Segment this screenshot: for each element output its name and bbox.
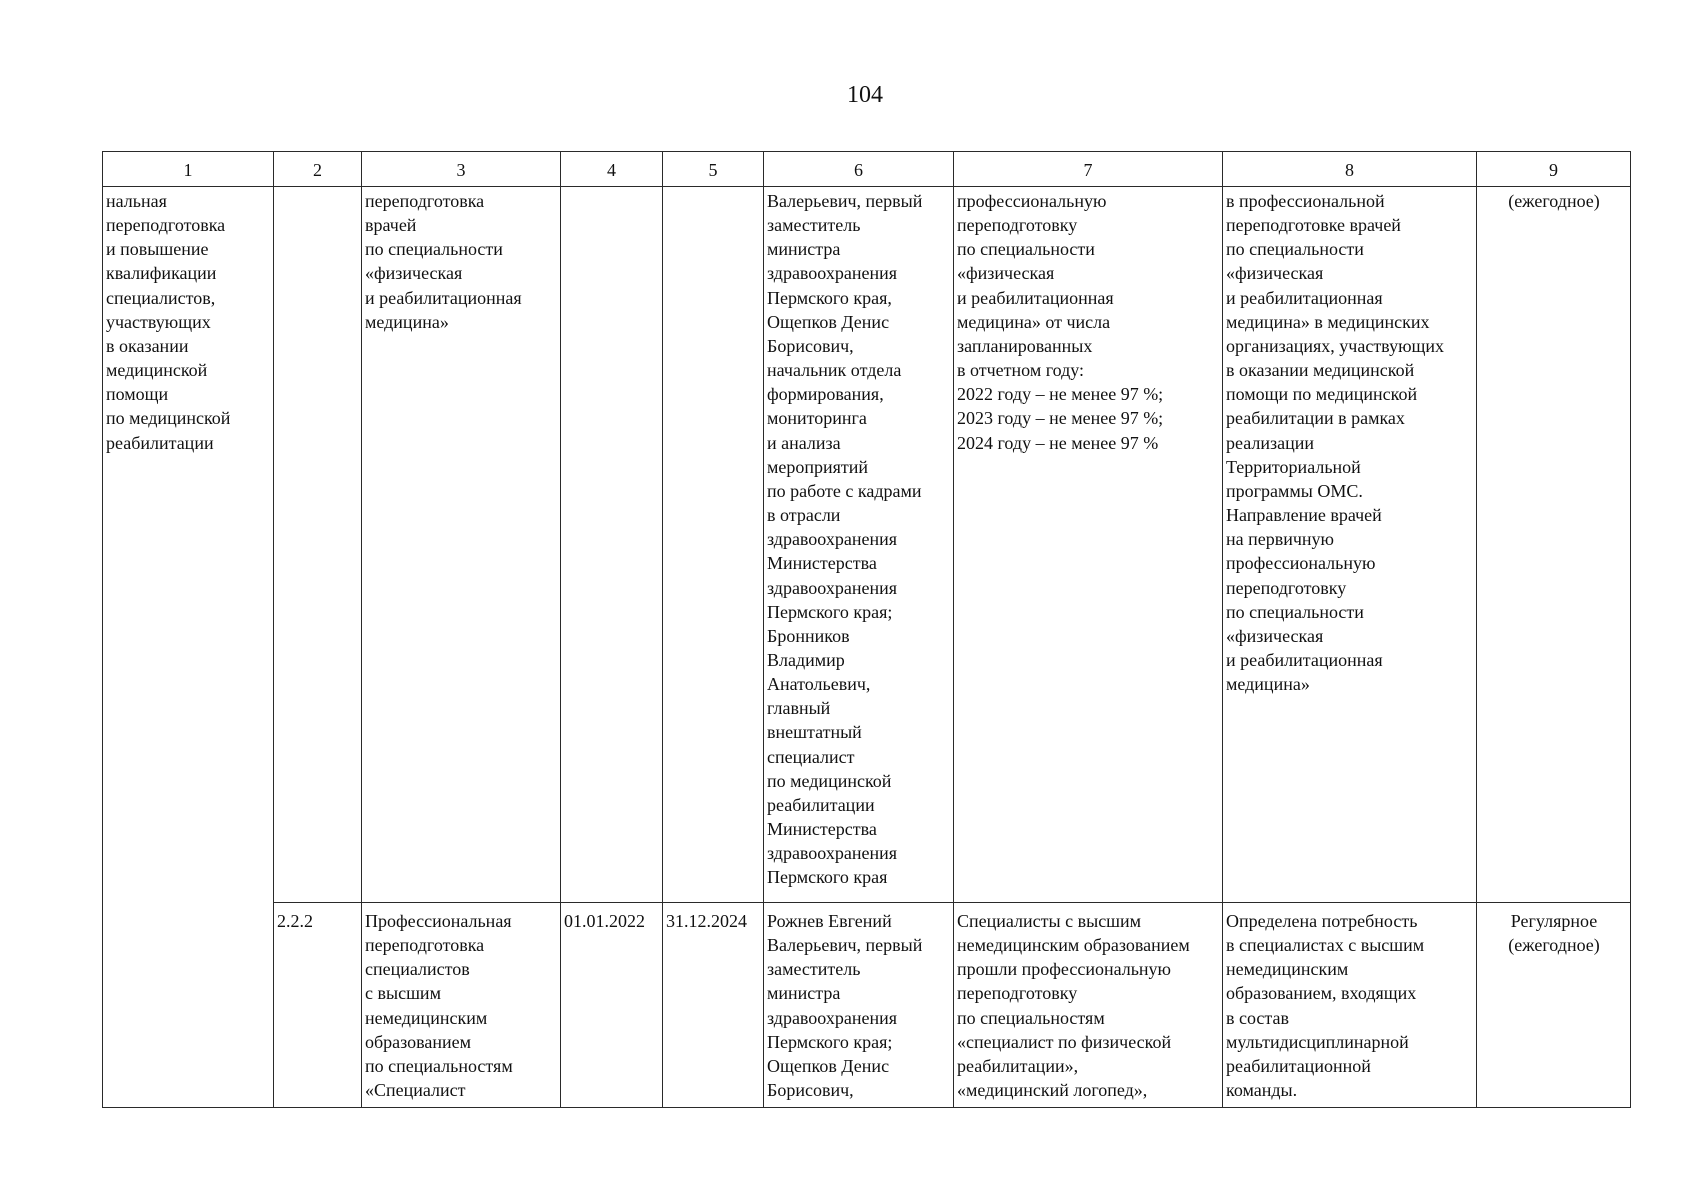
cell-line: в отчетном году:	[957, 360, 1085, 381]
cell-line: «физическая	[1226, 625, 1324, 646]
cell-line: начальник отдела	[767, 360, 902, 381]
header-col-1: 1	[103, 152, 274, 187]
cell-line: в состав	[1226, 1007, 1289, 1028]
cell-line: организациях, участвующих	[1226, 335, 1445, 356]
cell-line: по специальности	[1226, 239, 1364, 260]
cell-line: реализации	[1226, 432, 1314, 453]
header-col-6: 6	[764, 152, 954, 187]
cell-line: реабилитации в рамках	[1226, 408, 1405, 429]
header-col-4: 4	[561, 152, 663, 187]
header-col-8: 8	[1223, 152, 1477, 187]
cell-text	[1226, 909, 1474, 1102]
cell-periodicity	[1477, 187, 1631, 903]
cell-line: «физическая	[365, 263, 463, 284]
cell-line: по специальности	[957, 239, 1095, 260]
cell-line: 31.12.2024	[666, 911, 747, 931]
cell-line: немедицинским образованием	[957, 935, 1190, 956]
cell-line: Ощепков Денис	[767, 1055, 890, 1076]
cell-responsible	[764, 903, 954, 1108]
cell-line: образованием	[365, 1031, 472, 1052]
cell-line: Борисович,	[767, 335, 854, 356]
header-col-7: 7	[954, 152, 1223, 187]
cell-line: нальная	[106, 191, 167, 211]
cell-line: «специалист по физической	[957, 1031, 1172, 1052]
cell-line: здравоохранения	[767, 843, 898, 864]
cell-responsible	[764, 187, 954, 903]
cell-line: заместитель	[767, 215, 861, 236]
cell-line: «физическая	[957, 263, 1055, 284]
cell-line: (ежегодное)	[1508, 191, 1600, 211]
cell-line: заместитель	[767, 959, 861, 980]
cell-line: мониторинга	[767, 408, 867, 429]
cell-event-name	[362, 187, 561, 903]
cell-line: Пермского края;	[767, 1031, 893, 1052]
cell-line: команды.	[1226, 1080, 1298, 1101]
cell-line: помощи по медицинской	[1226, 384, 1418, 405]
header-col-5: 5	[663, 152, 764, 187]
cell-line: мероприятий	[767, 456, 869, 477]
cell-line: Рожнев Евгений	[767, 911, 892, 931]
cell-line: реабилитации	[106, 432, 214, 453]
cell-line: по работе с кадрами	[767, 480, 922, 501]
cell-line: Борисович,	[767, 1080, 854, 1101]
cell-line: 01.01.2022	[564, 911, 645, 931]
cell-characteristic	[1223, 903, 1477, 1108]
cell-line: главный	[767, 698, 831, 719]
cell-line: и реабилитационная	[365, 287, 522, 308]
cell-line: переподготовку	[957, 983, 1078, 1004]
cell-text	[564, 909, 660, 933]
table-row-2-2-2	[103, 903, 1631, 1108]
cell-line: в профессиональной	[1226, 191, 1385, 211]
cell-line: Пермского края	[767, 867, 888, 888]
cell-line: и реабилитационная	[1226, 287, 1383, 308]
cell-line: переподготовка	[106, 215, 226, 236]
cell-line: здравоохранения	[767, 577, 898, 598]
cell-line: Валерьевич, первый	[767, 935, 923, 956]
cell-number	[274, 903, 362, 1108]
cell-line: переподготовку	[1226, 577, 1347, 598]
cell-line: мультидисциплинарной	[1226, 1031, 1409, 1052]
plan-table	[102, 151, 1631, 1108]
cell-line: медицина»	[365, 311, 449, 332]
cell-event-name	[362, 903, 561, 1108]
page-number: 104	[847, 82, 883, 108]
cell-line: профессиональную	[957, 191, 1107, 211]
cell-line: по медицинской	[767, 770, 892, 791]
cell-line: Пермского края;	[767, 601, 893, 622]
cell-line: реабилитации	[767, 794, 875, 815]
cell-result	[954, 187, 1223, 903]
cell-event-group	[103, 187, 274, 1108]
cell-line: с высшим	[365, 983, 441, 1004]
cell-line: образованием, входящих	[1226, 983, 1417, 1004]
cell-line: Министерства	[767, 819, 877, 840]
cell-line: прошли профессиональную	[957, 959, 1172, 980]
cell-line: в оказании	[106, 335, 189, 356]
cell-number	[274, 187, 362, 903]
cell-line: программы ОМС.	[1226, 480, 1363, 501]
cell-line: медицина» от числа	[957, 311, 1111, 332]
cell-text	[666, 909, 761, 933]
cell-line: по специальности	[1226, 601, 1364, 622]
header-col-2: 2	[274, 152, 362, 187]
cell-start-date	[561, 187, 663, 903]
cell-text	[106, 189, 271, 455]
cell-line: Специалисты с высшим	[957, 911, 1142, 931]
cell-line: переподготовка	[365, 191, 485, 211]
cell-text	[277, 909, 359, 933]
cell-line: Бронников	[767, 625, 850, 646]
cell-line: здравоохранения	[767, 263, 898, 284]
header-row	[103, 152, 1631, 187]
cell-start-date	[561, 903, 663, 1108]
cell-line: «медицинский логопед»,	[957, 1080, 1148, 1101]
cell-text	[1480, 189, 1628, 213]
cell-line: здравоохранения	[767, 529, 898, 550]
cell-characteristic	[1223, 187, 1477, 903]
cell-line: в оказании медицинской	[1226, 360, 1415, 381]
cell-line: и реабилитационная	[1226, 649, 1383, 670]
cell-line: 2022 году – не менее 97 %;	[957, 384, 1164, 405]
cell-line: Пермского края,	[767, 287, 892, 308]
cell-line: по специальностям	[365, 1055, 513, 1076]
cell-line: Профессиональная	[365, 911, 512, 931]
cell-line: и анализа	[767, 432, 841, 453]
cell-line: «физическая	[1226, 263, 1324, 284]
cell-line: Ощепков Денис	[767, 311, 890, 332]
cell-line: специалист	[767, 746, 855, 767]
cell-line: внештатный	[767, 722, 862, 743]
cell-line: немедицинским	[365, 1007, 488, 1028]
cell-text	[365, 909, 558, 1102]
cell-end-date	[663, 903, 764, 1108]
cell-line: по специальностям	[957, 1007, 1105, 1028]
cell-line: квалификации	[106, 263, 217, 284]
cell-line: министра	[767, 983, 841, 1004]
cell-result	[954, 903, 1223, 1108]
cell-line: медицинской	[106, 360, 208, 381]
cell-line: «Специалист	[365, 1080, 466, 1101]
cell-line: по медицинской	[106, 408, 231, 429]
table-row-continuation	[103, 187, 1631, 903]
cell-line: министра	[767, 239, 841, 260]
cell-line: переподготовке врачей	[1226, 215, 1401, 236]
cell-text	[1226, 189, 1474, 696]
cell-line: Территориальной	[1226, 456, 1361, 477]
cell-line: и повышение	[106, 239, 209, 260]
cell-text	[365, 189, 558, 334]
cell-line: в специалистах с высшим	[1226, 935, 1425, 956]
cell-line: переподготовка	[365, 935, 485, 956]
cell-line: медицина» в медицинских	[1226, 311, 1430, 332]
cell-line: Определена потребность	[1226, 911, 1418, 931]
cell-line: профессиональную	[1226, 553, 1376, 574]
cell-line: по специальности	[365, 239, 503, 260]
cell-periodicity	[1477, 903, 1631, 1108]
cell-line: Министерства	[767, 553, 877, 574]
cell-line: в отрасли	[767, 505, 841, 526]
cell-line: запланированных	[957, 335, 1093, 356]
cell-line: Валерьевич, первый	[767, 191, 923, 211]
cell-line: 2023 году – не менее 97 %;	[957, 408, 1164, 429]
cell-line: (ежегодное)	[1508, 935, 1600, 956]
cell-line: помощи	[106, 384, 169, 405]
cell-line: реабилитации»,	[957, 1055, 1079, 1076]
cell-line: специалистов,	[106, 287, 216, 308]
cell-line: врачей	[365, 215, 417, 236]
cell-text	[957, 189, 1220, 455]
header-col-9: 9	[1477, 152, 1631, 187]
cell-line: и реабилитационная	[957, 287, 1114, 308]
cell-line: Владимир	[767, 649, 845, 670]
cell-line: переподготовку	[957, 215, 1078, 236]
cell-line: Направление врачей	[1226, 505, 1382, 526]
cell-line: формирования,	[767, 384, 884, 405]
cell-line: немедицинским	[1226, 959, 1349, 980]
cell-line: медицина»	[1226, 674, 1310, 695]
cell-end-date	[663, 187, 764, 903]
header-col-3: 3	[362, 152, 561, 187]
cell-line: здравоохранения	[767, 1007, 898, 1028]
cell-line: на первичную	[1226, 529, 1335, 550]
cell-text	[767, 189, 951, 890]
cell-line: 2024 году – не менее 97 %	[957, 432, 1159, 453]
cell-text	[767, 909, 951, 1102]
cell-line: Анатольевич,	[767, 674, 871, 695]
cell-text	[1480, 909, 1628, 957]
cell-line: 2.2.2	[277, 911, 313, 931]
cell-text	[957, 909, 1220, 1102]
cell-line: реабилитационной	[1226, 1055, 1371, 1076]
cell-line: специалистов	[365, 959, 470, 980]
cell-line: Регулярное	[1510, 911, 1598, 931]
cell-line: участвующих	[106, 311, 211, 332]
